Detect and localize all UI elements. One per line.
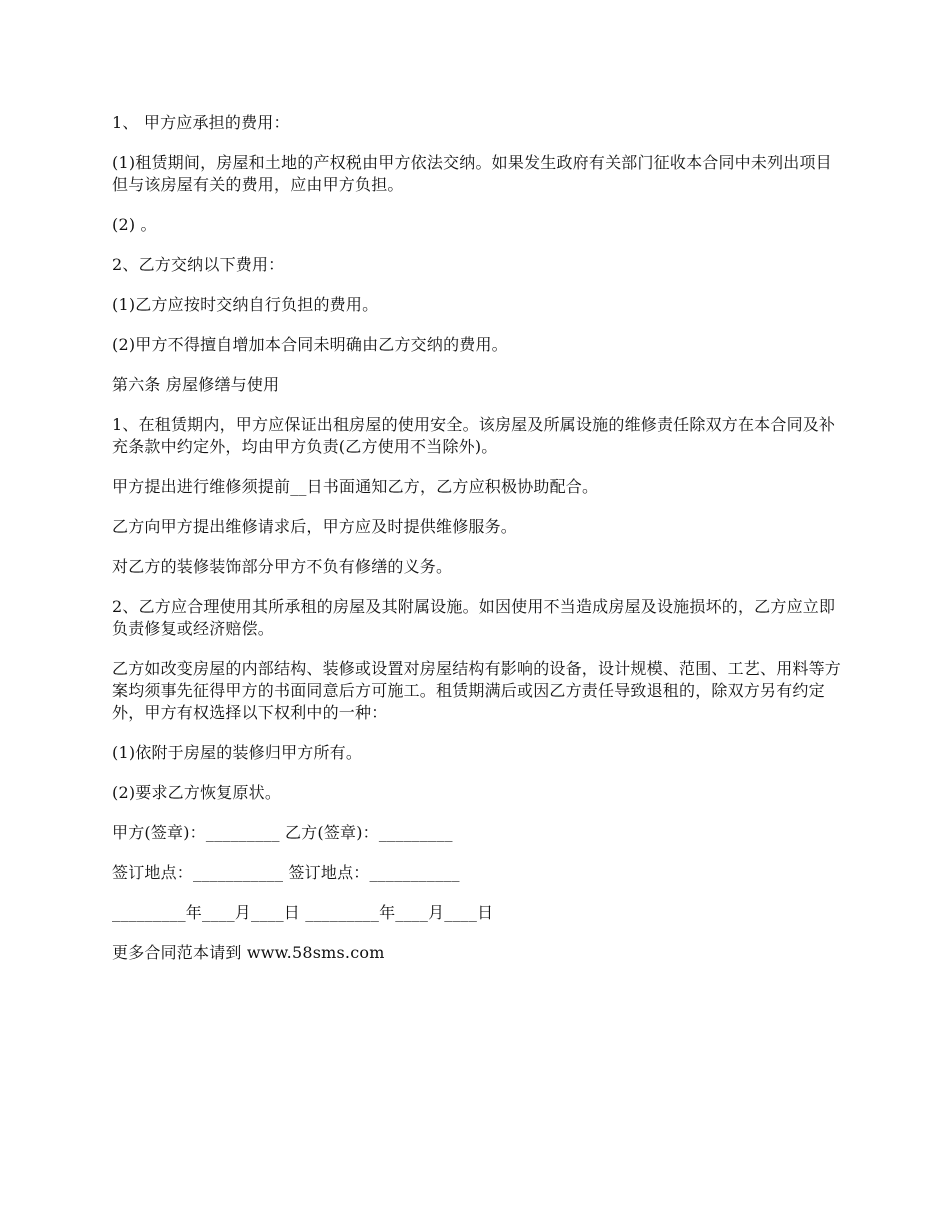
article-6-heading: 第六条 房屋修缮与使用 bbox=[112, 375, 280, 394]
signature-line: 甲方(签章)：_________ 乙方(签章)：_________ bbox=[112, 823, 453, 842]
option-decoration-to-party-a: (1)依附于房屋的装修归甲方所有。 bbox=[112, 743, 363, 762]
option-restore-original: (2)要求乙方恢复原状。 bbox=[112, 783, 282, 802]
document-page bbox=[112, 112, 842, 982]
footer-more-templates: 更多合同范本请到 www.58sms.com bbox=[112, 943, 385, 962]
clause-proper-use: 2、乙方应合理使用其所承租的房屋及其附属设施。如因使用不当造成房屋及设施损坏的，乙方应立即负责修复或经济赔偿。 bbox=[112, 597, 836, 638]
clause-party-b-fees-heading: 2、乙方交纳以下费用： bbox=[112, 255, 285, 274]
clause-decoration-exemption: 对乙方的装修装饰部分甲方不负有修缮的义务。 bbox=[112, 557, 453, 576]
clause-repair-request: 乙方向甲方提出维修请求后，甲方应及时提供维修服务。 bbox=[112, 517, 518, 536]
clause-repair-notice: 甲方提出进行维修须提前__日书面通知乙方，乙方应积极协助配合。 bbox=[112, 477, 599, 496]
clause-structural-changes: 乙方如改变房屋的内部结构、装修或设置对房屋结构有影响的设备，设计规模、范围、工艺、用料等方案均须事先征得甲方的书面同意后方可施工。租赁期满后或因乙方责任导致退租的，除双方另有约定外，甲方有权选择以下权利中的一种： bbox=[112, 659, 842, 722]
clause-no-extra-fees: (2)甲方不得擅自增加本合同未明确由乙方交纳的费用。 bbox=[112, 335, 508, 354]
clause-party-b-pay-on-time: (1)乙方应按时交纳自行负担的费用。 bbox=[112, 295, 379, 314]
clause-repair-responsibility: 1、在租赁期内，甲方应保证出租房屋的使用安全。该房屋及所属设施的维修责任除双方在本合同及补充条款中约定外，均由甲方负责(乙方使用不当除外)。 bbox=[112, 415, 836, 456]
clause-party-a-fees-heading: 1、 甲方应承担的费用： bbox=[112, 113, 290, 132]
signing-place-line: 签订地点：___________ 签订地点：___________ bbox=[112, 863, 460, 882]
signing-date-line: _________年____月____日 _________年____月____日 bbox=[112, 903, 494, 922]
clause-property-tax: (1)租赁期间，房屋和土地的产权税由甲方依法交纳。如果发生政府有关部门征收本合同中未列出项目但与该房屋有关的费用，应由甲方负担。 bbox=[112, 153, 832, 194]
clause-item-2-blank: (2) 。 bbox=[112, 215, 157, 234]
